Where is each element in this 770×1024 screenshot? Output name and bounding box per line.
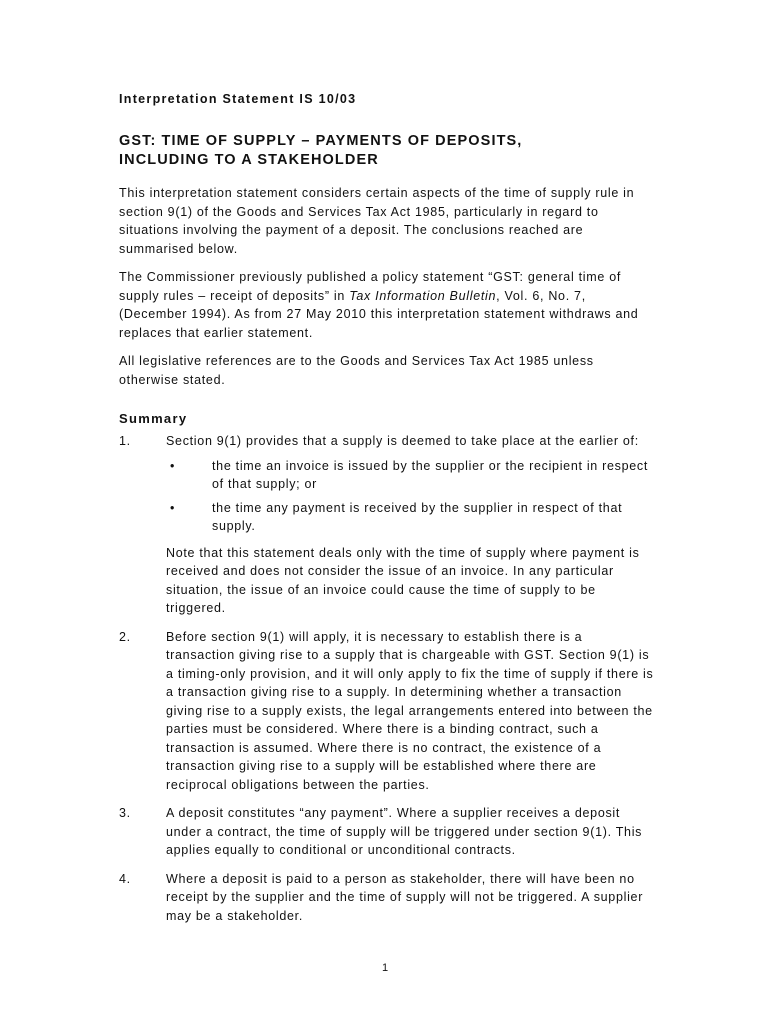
item-number: 4. (119, 871, 131, 886)
bullet-icon: • (170, 500, 176, 515)
summary-heading: Summary (119, 411, 188, 426)
bullet-item-payment (166, 499, 655, 536)
intro-paragraph-1: This interpretation statement considers certain aspects of the time of supply rule in section 9(1) of the Goods and Services Tax Act 1985, particularly in regard to situations involving the payment of a deposit. The conclusions reached are summarised below. (119, 186, 635, 256)
bullet-list (166, 457, 655, 536)
publication-title: Tax Information Bulletin (349, 288, 497, 303)
title-line-1: GST: TIME OF SUPPLY – PAYMENTS OF DEPOSITS, (119, 133, 523, 149)
item-text: Before section 9(1) will apply, it is necessary to establish there is a transaction giving rise to a supply that is chargeable with GST. Section 9(1) is a timing-only provision, and it will only apply to fix the time of supply if there is a transaction giving rise to a supply. In determining whether a transaction giving rise to a supply exists, the legal arrangements entered into between the parties must be considered. Where there is a binding contract, such a transaction is assumed. Where there is no contract, the existence of a transaction giving rise to a supply will be established where there are reciprocal obligations between the parties. (166, 629, 654, 792)
intro-p2-text-after: , Vol. 6, No. 7, (December 1994). As from 27 May 2010 this interpretation statement withdraws and replaces that earlier statement. (119, 288, 639, 340)
intro-paragraph-2 (119, 268, 655, 342)
summary-item-1 (119, 432, 655, 618)
item-text: A deposit constitutes “any payment”. Where a supplier receives a deposit under a contract, the time of supply will be triggered under section 9(1). This applies equally to conditional or unconditional contracts. (166, 806, 643, 857)
document-page (119, 92, 655, 935)
item-text: Where a deposit is paid to a person as stakeholder, there will have been no receipt by the supplier and the time of supply will not be triggered. A supplier may be a stakeholder. (166, 871, 644, 923)
bullet-icon: • (170, 458, 176, 473)
bullet-text: the time an invoice is issued by the supplier or the recipient in respect of that supply; or (212, 458, 649, 491)
summary-item-2 (119, 628, 655, 795)
document-title (119, 132, 655, 170)
summary-item-3 (119, 804, 655, 860)
item-number: 2. (119, 629, 131, 644)
bullet-text: the time any payment is received by the supplier in respect of that supply. (212, 500, 623, 533)
page-number: 1 (381, 962, 389, 974)
statement-reference: Interpretation Statement IS 10/03 (119, 92, 357, 106)
bullet-item-invoice (166, 457, 655, 494)
item-note: Note that this statement deals only with the time of supply where payment is received and does not consider the issue of an invoice. In any particular situation, the issue of an invoice could cause the time of supply to be triggered. (166, 545, 640, 615)
summary-item-4 (119, 870, 655, 926)
intro-p2-text-before: The Commissioner previously published a policy statement “GST: general time of supply rules – receipt of deposits” in (119, 270, 622, 303)
title-line-2: INCLUDING TO A STAKEHOLDER (119, 152, 379, 168)
item-number: 1. (119, 434, 131, 448)
item-text: Section 9(1) provides that a supply is deemed to take place at the earlier of: (166, 434, 639, 448)
intro-paragraph-3: All legislative references are to the Goods and Services Tax Act 1985 unless otherwise stated. (119, 354, 594, 387)
item-number: 3. (119, 806, 131, 820)
